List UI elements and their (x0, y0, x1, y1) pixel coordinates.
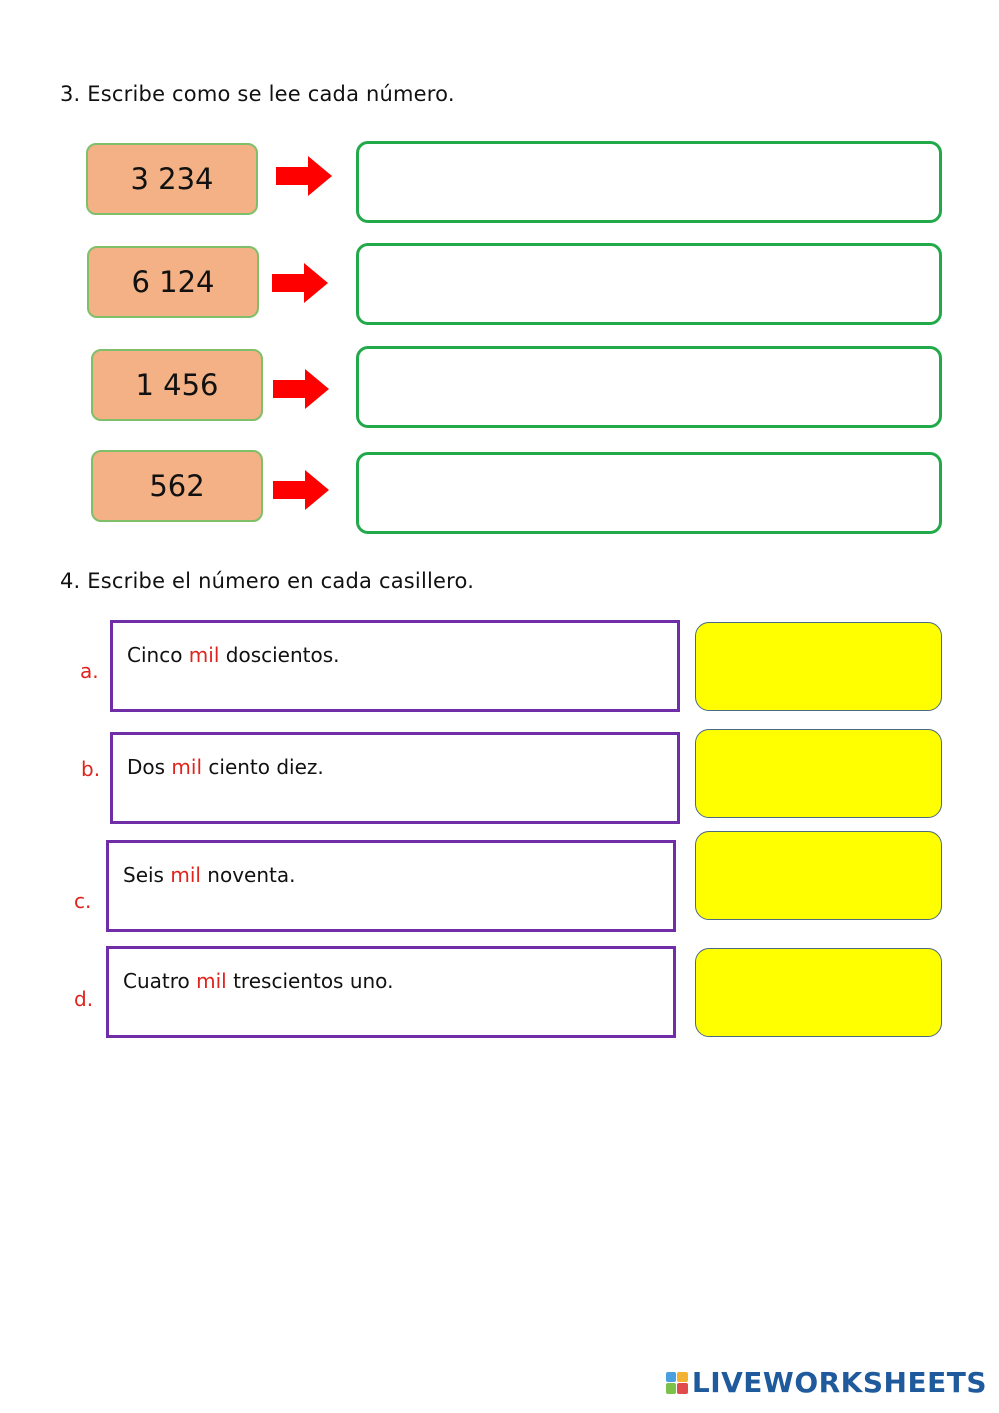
word-text: trescientos uno. (226, 969, 394, 993)
word-text: Dos (127, 755, 172, 779)
number-input-a[interactable] (695, 622, 942, 711)
number-input-b[interactable] (695, 729, 942, 818)
word-text: ciento diez. (202, 755, 324, 779)
section-4-title: 4. Escribe el número en cada casillero. (60, 569, 475, 593)
number-box-3: 1 456 (91, 349, 263, 421)
arrow-right-icon (273, 369, 329, 409)
item-letter-b: b. (81, 757, 101, 781)
word-highlight: mil (196, 969, 227, 993)
answer-input-1[interactable] (356, 141, 942, 223)
answer-input-2[interactable] (356, 243, 942, 325)
word-text: Seis (123, 863, 171, 887)
word-highlight: mil (171, 755, 203, 779)
word-text: noventa. (200, 863, 296, 887)
word-highlight: mil (188, 643, 220, 667)
word-box-a (110, 620, 680, 712)
word-box-d (106, 946, 676, 1038)
section-3-title: 3. Escribe como se lee cada número. (60, 82, 455, 106)
liveworksheets-logo-icon (666, 1372, 688, 1394)
number-input-c[interactable] (695, 831, 942, 920)
word-text: Cinco (127, 643, 189, 667)
item-letter-d: d. (74, 987, 94, 1011)
word-text: Cuatro (123, 969, 197, 993)
liveworksheets-brand (666, 1366, 987, 1399)
number-input-d[interactable] (695, 948, 942, 1037)
word-box-b (110, 732, 680, 824)
word-text: doscientos. (219, 643, 340, 667)
number-box-4: 562 (91, 450, 263, 522)
word-highlight: mil (170, 863, 201, 887)
arrow-right-icon (272, 263, 328, 303)
answer-input-4[interactable] (356, 452, 942, 534)
word-box-c (106, 840, 676, 932)
item-letter-a: a. (80, 659, 99, 683)
arrow-right-icon (276, 156, 332, 196)
brand-text: LIVEWORKSHEETS (691, 1366, 987, 1399)
number-box-1: 3 234 (86, 143, 258, 215)
answer-input-3[interactable] (356, 346, 942, 428)
item-letter-c: c. (74, 889, 92, 913)
number-box-2: 6 124 (87, 246, 259, 318)
arrow-right-icon (273, 470, 329, 510)
